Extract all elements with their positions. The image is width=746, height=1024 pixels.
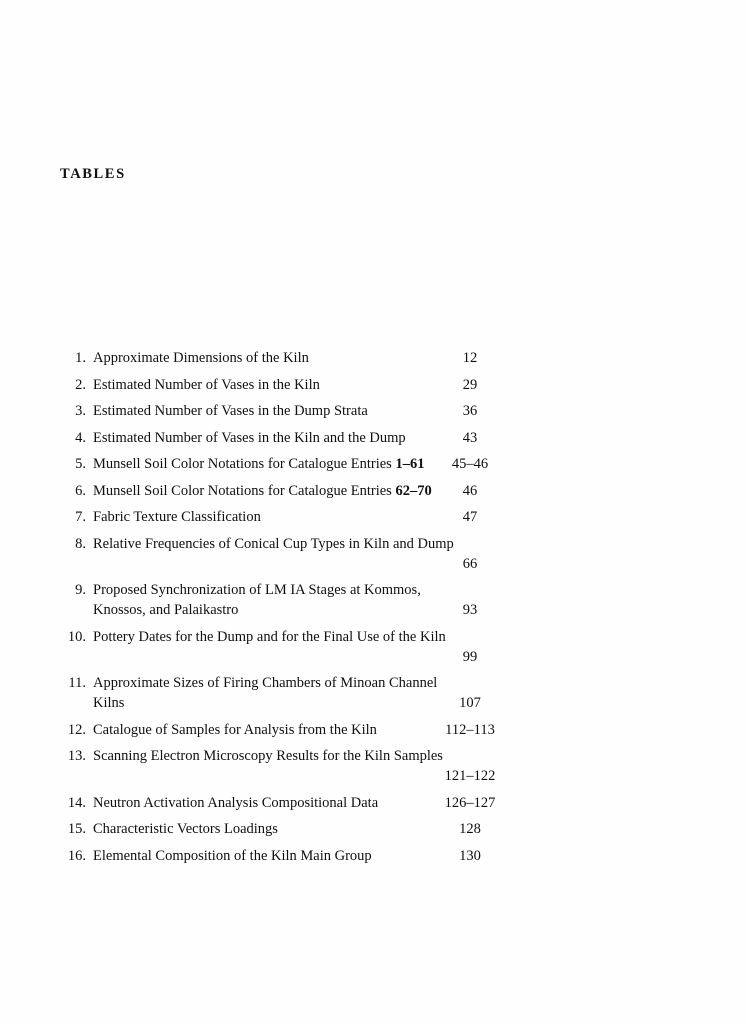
list-item [60, 507, 490, 527]
entry-title: Proposed Synchronization of LM IA Stages at Kommos, Knossos, and Palaikastro [93, 582, 421, 618]
entry-number: 15. [67, 821, 86, 837]
entry-page: 45–46 [451, 456, 489, 472]
entry-page: 121–122 [444, 768, 496, 784]
entry-page: 46 [462, 482, 478, 499]
list-item [60, 481, 490, 501]
entry-page: 130 [459, 847, 481, 864]
entry-page: 47 [462, 509, 478, 525]
entry-page: 12 [462, 350, 478, 366]
entry-title-text: Munsell Soil Color Notations for Catalogue Entries [93, 482, 396, 499]
list-item [60, 348, 490, 368]
list-item [60, 846, 490, 866]
entry-title: Elemental Composition of the Kiln Main Group [93, 847, 372, 864]
list-item [60, 720, 495, 740]
entry-title: Scanning Electron Microscopy Results for the Kiln Samples [93, 748, 443, 764]
entry-title: Neutron Activation Analysis Compositional Data [93, 794, 379, 811]
list-item [60, 534, 490, 574]
entry-title: Catalogue of Samples for Analysis from the Kiln [93, 721, 377, 738]
entry-page: 36 [462, 403, 478, 419]
entry-number: 11. [68, 675, 86, 691]
entry-number: 8. [75, 535, 86, 552]
entry-title: Approximate Sizes of Firing Chambers of Minoan Channel Kilns [93, 675, 438, 711]
list-item [60, 627, 490, 667]
entry-page: 128 [459, 821, 481, 837]
entry-title-emphasis: 1–61 [395, 456, 425, 472]
entry-number: 13. [67, 748, 86, 764]
entry-number: 6. [75, 482, 86, 499]
entry-number: 5. [75, 456, 86, 472]
entry-number: 3. [75, 403, 86, 419]
table-of-tables-list [60, 348, 496, 872]
entry-title: Characteristic Vectors Loadings [93, 821, 278, 837]
entry-number: 9. [75, 582, 86, 598]
entry-page: 112–113 [445, 721, 495, 738]
list-item [60, 819, 490, 839]
entry-title: Pottery Dates for the Dump and for the Final Use of the Kiln [93, 628, 446, 645]
entry-page: 66 [462, 555, 478, 572]
entry-title-emphasis: 62–70 [395, 482, 432, 499]
entry-title: Approximate Dimensions of the Kiln [93, 350, 309, 366]
entry-number: 7. [75, 509, 86, 525]
list-item [60, 375, 490, 395]
entry-title [93, 481, 465, 501]
entry-title: Relative Frequencies of Conical Cup Types in Kiln and Dump [93, 535, 454, 552]
list-item [60, 454, 490, 474]
entry-number: 10. [67, 628, 86, 645]
entry-number: 12. [67, 721, 86, 738]
entry-title: Estimated Number of Vases in the Kiln and the Dump [93, 429, 406, 446]
entry-title: Fabric Texture Classification [93, 509, 261, 525]
entry-page: 93 [462, 602, 478, 618]
page-title: TABLES [60, 166, 126, 182]
entry-number: 16. [67, 847, 86, 864]
entry-title [93, 454, 465, 474]
entry-number: 1. [75, 350, 86, 366]
entry-number: 4. [75, 429, 86, 446]
entry-page: 29 [462, 376, 478, 393]
entry-title: Estimated Number of Vases in the Dump Strata [93, 403, 368, 419]
list-item [60, 673, 490, 713]
entry-number: 14. [67, 794, 86, 811]
entry-title-text: Munsell Soil Color Notations for Catalogue Entries [93, 456, 396, 472]
entry-page: 107 [459, 695, 481, 711]
list-item [60, 580, 490, 620]
entry-page: 43 [462, 429, 478, 446]
entry-page: 99 [462, 648, 478, 665]
entry-number: 2. [75, 376, 86, 393]
list-item [60, 746, 496, 786]
entry-page: 126–127 [444, 794, 496, 811]
list-item [60, 401, 490, 421]
list-item [60, 428, 490, 448]
list-item [60, 793, 496, 813]
entry-title: Estimated Number of Vases in the Kiln [93, 376, 320, 393]
